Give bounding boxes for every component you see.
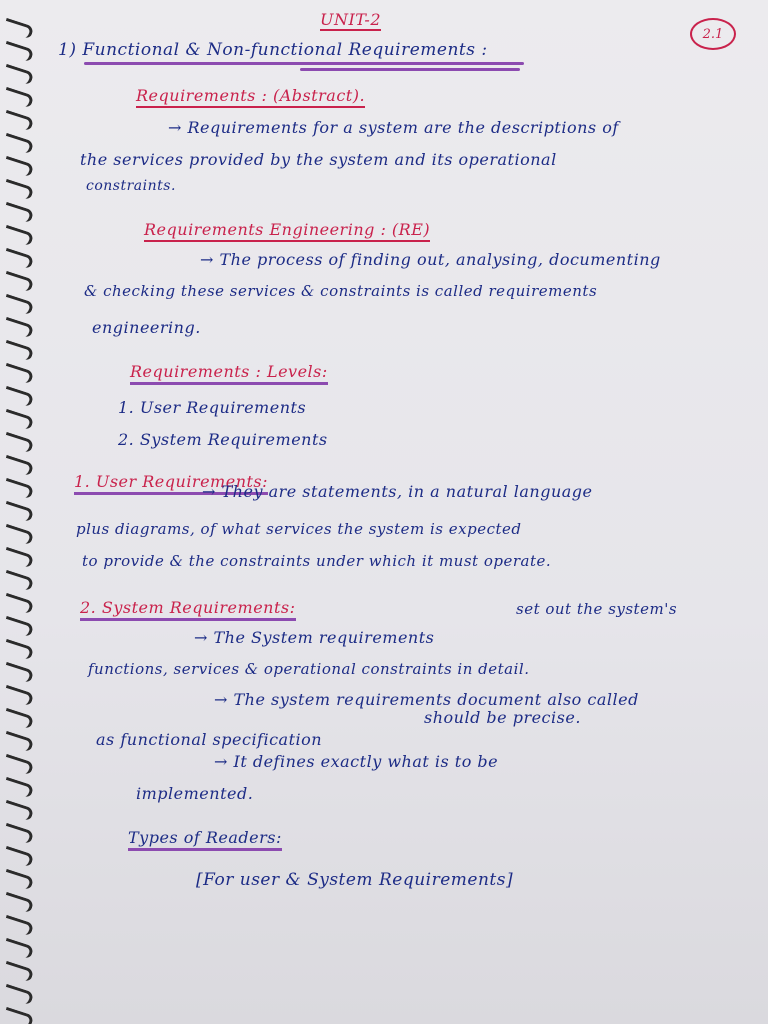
re-line-2: & checking these services & constraints is called requirements [84,282,598,300]
spiral-ring [3,1007,35,1024]
system-req-line-5: should be precise. [424,708,581,727]
spiral-ring [3,41,35,62]
spiral-ring [3,340,35,361]
spiral-ring [3,547,35,568]
spiral-ring [3,317,35,338]
spiral-ring [3,18,35,39]
spiral-ring [3,202,35,223]
spiral-ring [3,455,35,476]
spiral-ring [3,892,35,913]
spiral-ring [3,777,35,798]
unit-label: UNIT-2 [320,10,381,29]
spiral-ring [3,156,35,177]
spiral-ring [3,524,35,545]
levels-item-2: 2. System Requirements [118,430,328,449]
heading-underline-2 [300,68,520,71]
section-title-readers: Types of Readers: [128,828,282,851]
spiral-ring [3,846,35,867]
system-req-line-7: → It defines exactly what is to be [214,752,499,771]
user-req-line-3: to provide & the constraints under which it must operate. [82,552,552,570]
spiral-ring [3,64,35,85]
spiral-ring [3,478,35,499]
system-req-line-8: implemented. [136,784,254,803]
spiral-ring [3,961,35,982]
section-title-user-req: 1. User Requirements: [74,472,268,495]
spiral-ring [3,409,35,430]
spiral-ring [3,708,35,729]
system-req-line-3: functions, services & operational constraints in detail. [88,660,530,678]
re-line-3: engineering. [92,318,201,337]
spiral-ring [3,754,35,775]
re-line-1: → The process of finding out, analysing, documenting [200,250,661,269]
user-req-line-1: → They are statements, in a natural language [202,482,593,501]
spiral-ring [3,685,35,706]
main-heading: 1) Functional & Non-functional Requirements : [58,40,488,60]
readers-note: [For user & System Requirements] [196,870,514,890]
section-title-re: Requirements Engineering : (RE) [144,220,430,242]
spiral-ring [3,639,35,660]
user-req-line-2: plus diagrams, of what services the system is expected [76,520,522,538]
spiral-ring [3,87,35,108]
page-number-badge [690,18,736,50]
spiral-ring [3,294,35,315]
spiral-ring [3,110,35,131]
spiral-binding [0,0,34,1024]
abstract-line-2: the services provided by the system and its operational [80,150,557,169]
spiral-ring [3,432,35,453]
spiral-ring [3,225,35,246]
heading-underline [84,62,524,65]
spiral-ring [3,984,35,1005]
levels-item-1: 1. User Requirements [118,398,307,417]
system-req-line-2: → The System requirements [194,628,435,647]
abstract-line-1: → Requirements for a system are the descriptions of [168,118,619,137]
system-req-line-6: as functional specification [96,730,323,749]
spiral-ring [3,662,35,683]
section-title-levels: Requirements : Levels: [130,362,328,385]
spiral-ring [3,800,35,821]
spiral-ring [3,869,35,890]
spiral-ring [3,915,35,936]
spiral-ring [3,386,35,407]
section-title-abstract: Requirements : (Abstract). [136,86,365,108]
spiral-ring [3,248,35,269]
abstract-line-3: constraints. [86,178,176,194]
spiral-ring [3,363,35,384]
spiral-ring [3,593,35,614]
spiral-ring [3,271,35,292]
page-number: 2.1 [702,26,724,42]
system-req-line-4: → The system requirements document also called [214,690,639,709]
section-title-system-req: 2. System Requirements: [80,598,296,621]
spiral-ring [3,133,35,154]
spiral-ring [3,938,35,959]
spiral-ring [3,731,35,752]
spiral-ring [3,179,35,200]
spiral-ring [3,501,35,522]
spiral-ring [3,570,35,591]
spiral-ring [3,616,35,637]
system-req-line-1: set out the system's [516,600,678,618]
spiral-ring [3,823,35,844]
